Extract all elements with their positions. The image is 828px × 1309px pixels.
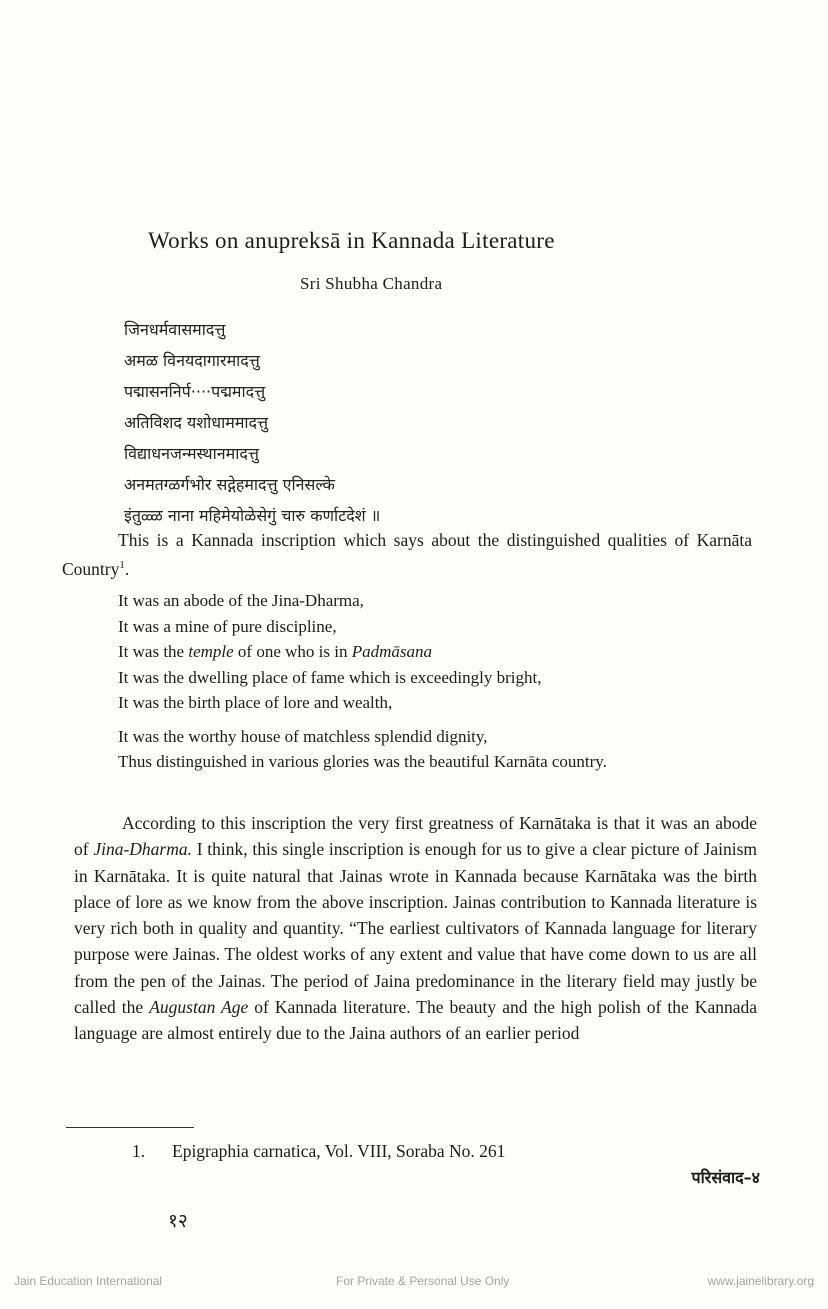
verse-emphasis: Padmāsana (351, 642, 432, 661)
body-text: of Kannada literature. The beauty and the high polish of the Kannada language are almost entirely due to the Jaina authors of an earlier period (74, 997, 757, 1044)
body-paragraph (74, 810, 757, 1047)
footnote-marker: 1 (119, 559, 125, 571)
body-emphasis: Augustan Age (149, 997, 249, 1018)
running-head: परिसंवाद–४ (691, 1168, 760, 1187)
verse-text: of one who is in (233, 642, 352, 661)
body-text: According to this inscription the very first greatness of Karnātaka is that it was an abode of (74, 813, 757, 860)
inscription-line: इंतुळ्ळ नाना महिमेयोळेसेगुं चारु कर्णाटदेशं ॥ (124, 506, 381, 525)
footer-right: www.jainelibrary.org (707, 1274, 814, 1288)
verse-line (118, 639, 758, 665)
inscription-line: पद्मासननिर्प····पद्ममादत्तु (124, 382, 266, 401)
translation-verses (118, 588, 758, 775)
footnote-text: Epigraphia carnatica, Vol. VIII, Soraba No. 261 (172, 1141, 506, 1161)
inscription-line: अनमतग्ळर्गभोर सद्गेहमादत्तु एनिसल्के (124, 475, 335, 494)
verse-line: It was the dwelling place of fame which is exceedingly bright, (118, 667, 542, 687)
footnote-number: 1. (132, 1141, 146, 1161)
inscription-line: विद्याधनजन्मस्थानमादत्तु (124, 444, 259, 463)
verse-line: It was a mine of pure discipline, (118, 616, 337, 636)
verse-text: It was the (118, 642, 189, 661)
footnote (132, 1141, 505, 1162)
article-author: Sri Shubha Chandra (300, 274, 443, 293)
page-number: १२ (168, 1210, 188, 1232)
verse-line: It was the birth place of lore and wealth, (118, 693, 393, 712)
inscription-line: जिनधर्मवासमादत्तु (124, 320, 226, 339)
intro-paragraph (62, 528, 752, 582)
verse-emphasis: temple (188, 642, 234, 661)
intro-end: . (124, 558, 130, 579)
intro-text: This is a Kannada inscription which says about the distinguished qualities of Karnāta Country (62, 530, 752, 579)
article-title: Works on anupreksā in Kannada Literature (148, 228, 555, 253)
inscription-block (124, 314, 380, 531)
footer-left: Jain Education International (14, 1274, 163, 1288)
body-text: I think, this single inscription is enough for us to give a clear picture of Jainism in Karnātaka. It is quite natural that Jainas wrote in Kannada because Karnātaka was the birth place of lore as we know from the above inscription. Jainas contribution to Kannada literature is very rich both in quality and quantity. “The earliest cultivators of Kannada language for literary purpose were Jainas. The oldest works of any extent and value that have come down to us are all from the pen of the Jainas. The period of Jaina predominance in the literary field may justly be called the (74, 839, 757, 1018)
verse-line: It was the worthy house of matchless splendid dignity, (118, 726, 488, 746)
inscription-line: अतिविशद यशोधाममादत्तु (124, 413, 269, 432)
body-emphasis: Jina-Dharma. (93, 839, 192, 860)
verse-line: It was an abode of the Jina-Dharma, (118, 591, 364, 610)
footnote-divider (66, 1127, 194, 1128)
verse-line: Thus distinguished in various glories was the beautiful Karnāta country. (118, 752, 607, 771)
footer-center: For Private & Personal Use Only (336, 1274, 510, 1288)
inscription-line: अमळ विनयदागारमादत्तु (124, 351, 260, 370)
